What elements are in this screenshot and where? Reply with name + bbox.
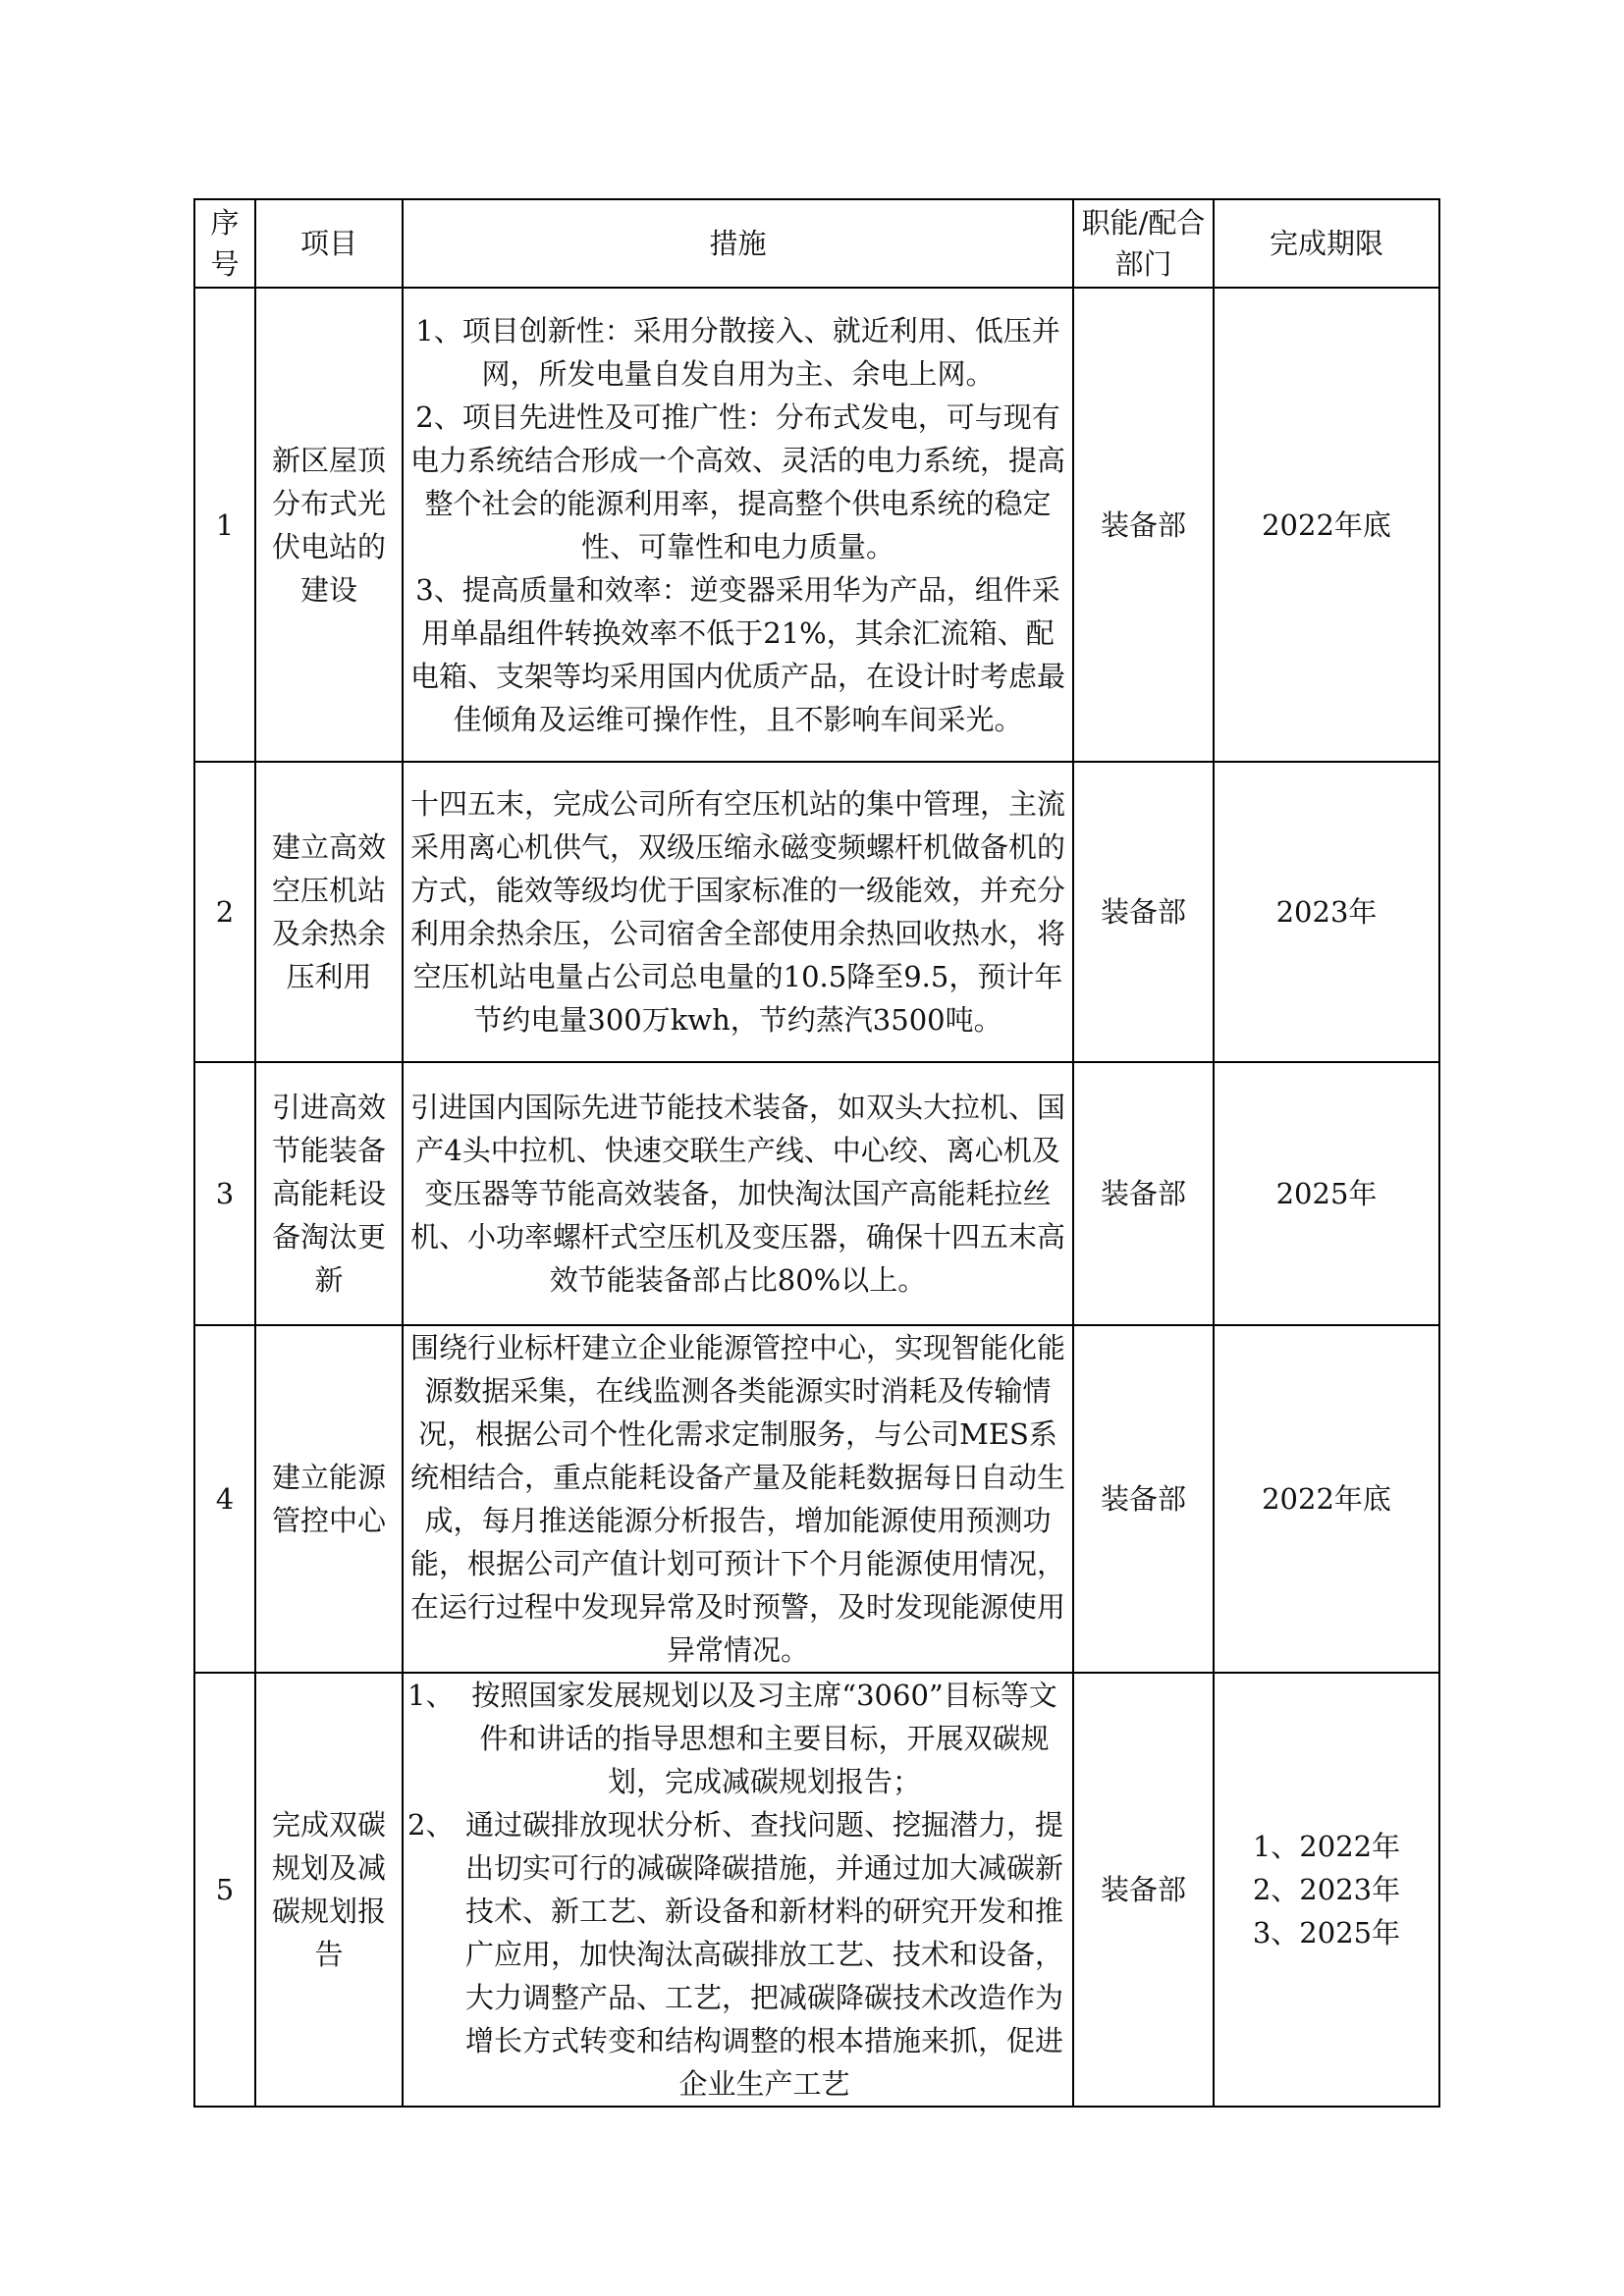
row-measure [403,1673,1073,2107]
row-measure [403,1062,1073,1325]
row-dept: 装备部 [1073,762,1214,1062]
row-no: 2 [194,762,255,1062]
row-measure [403,1325,1073,1673]
deadline-line: 3、2025年 [1252,1916,1401,1949]
row-deadline [1214,1673,1439,2107]
table-row [194,288,1439,762]
measure-list-item [407,1674,1068,1803]
measure-list-number: 1、 [407,1679,455,1712]
measure-list-number: 2、 [407,1808,455,1842]
table-row [194,762,1439,1062]
deadline-line: 2、2023年 [1252,1873,1401,1906]
table-row [194,1062,1439,1325]
header-dept: 职能/配合部门 [1073,199,1214,288]
measure-list-item [407,1803,1068,2106]
row-measure [403,762,1073,1062]
row-item: 新区屋顶分布式光伏电站的建设 [255,288,403,762]
row-measure [403,288,1073,762]
row-no: 3 [194,1062,255,1325]
row-deadline: 2022年底 [1214,1325,1439,1673]
header-measure: 措施 [403,199,1073,288]
row-item: 完成双碳规划及减碳规划报告 [255,1673,403,2107]
measure-list [407,1674,1068,2106]
table-row [194,1325,1439,1673]
row-no: 1 [194,288,255,762]
measure-list-text: 按照国家发展规划以及习主席“3060”目标等文件和讲话的指导思想和主要目标，开展双碳规划，完成减碳规划报告； [471,1679,1057,1798]
row-dept: 装备部 [1073,1325,1214,1673]
row-item: 引进高效节能装备高能耗设备淘汰更新 [255,1062,403,1325]
measure-paragraph: 引进国内国际先进节能技术装备，如双头大拉机、国产4头中拉机、快速交联生产线、中心绞、离心机及变压器等节能高效装备，加快淘汰国产高能耗拉丝机、小功率螺杆式空压机及变压器，确保十四五末高效节能装备部占比80%以上。 [409,1091,1065,1297]
measure-paragraph: 2、项目先进性及可推广性：分布式发电，可与现有电力系统结合形成一个高效、灵活的电力系统，提高整个社会的能源利用率，提高整个供电系统的稳定性、可靠性和电力质量。 [409,400,1065,563]
row-no: 5 [194,1673,255,2107]
row-item: 建立能源管控中心 [255,1325,403,1673]
table-row [194,1673,1439,2107]
header-no: 序号 [194,199,255,288]
measure-list-text: 通过碳排放现状分析、查找问题、挖掘潜力，提出切实可行的减碳降碳措施，并通过加大减碳新技术、新工艺、新设备和新材料的研究开发和推广应用，加快淘汰高碳排放工艺、技术和设备，大力调整产品、工艺，把减碳降碳技术改造作为增长方式转变和结构调整的根本措施来抓，促进企业生产工艺 [464,1808,1063,2101]
row-dept: 装备部 [1073,1673,1214,2107]
row-deadline: 2023年 [1214,762,1439,1062]
measure-paragraph: 十四五末，完成公司所有空压机站的集中管理，主流采用离心机供气，双级压缩永磁变频螺杆机做备机的方式，能效等级均优于国家标准的一级能效，并充分利用余热余压，公司宿舍全部使用余热回收热水，将空压机站电量占公司总电量的10.5降至9.5，预计年节约电量300万kwh，节约蒸汽3500吨。 [409,787,1065,1037]
measure-paragraph: 3、提高质量和效率：逆变器采用华为产品，组件采用单晶组件转换效率不低于21%，其余汇流箱、配电箱、支架等均采用国内优质产品，在设计时考虑最佳倾角及运维可操作性，且不影响车间采光。 [409,572,1065,736]
header-deadline: 完成期限 [1214,199,1439,288]
measures-table [193,198,1440,2108]
row-dept: 装备部 [1073,288,1214,762]
row-item: 建立高效空压机站及余热余压利用 [255,762,403,1062]
measure-paragraph: 围绕行业标杆建立企业能源管控中心，实现智能化能源数据采集，在线监测各类能源实时消耗及传输情况，根据公司个性化需求定制服务，与公司MES系统相结合，重点能耗设备产量及能耗数据每日自动生成，每月推送能源分析报告，增加能源使用预测功能，根据公司产值计划可预计下个月能源使用情况，在运行过程中发现异常及时预警，及时发现能源使用异常情况。 [409,1331,1065,1667]
row-dept: 装备部 [1073,1062,1214,1325]
deadline-line: 1、2022年 [1252,1830,1401,1863]
row-deadline: 2022年底 [1214,288,1439,762]
header-item: 项目 [255,199,403,288]
row-deadline: 2025年 [1214,1062,1439,1325]
table-header-row [194,199,1439,288]
measure-paragraph: 1、项目创新性：采用分散接入、就近利用、低压并网，所发电量自发自用为主、余电上网。 [415,313,1060,391]
row-no: 4 [194,1325,255,1673]
